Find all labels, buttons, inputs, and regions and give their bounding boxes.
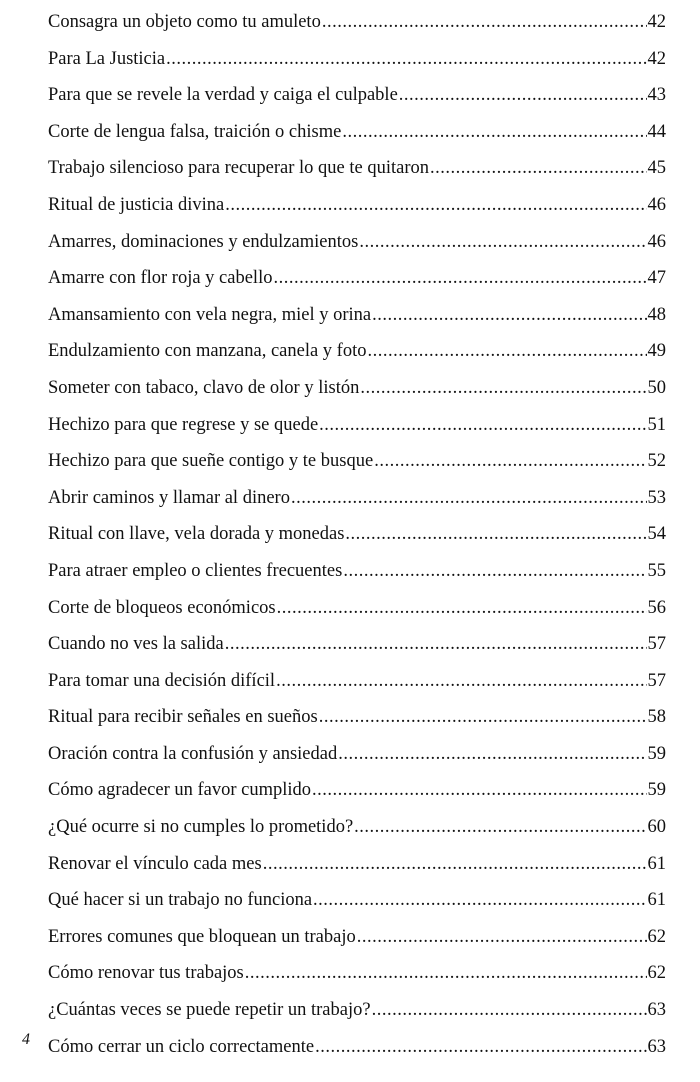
toc-dot-leader — [225, 626, 647, 663]
toc-entry-page: 53 — [647, 487, 666, 508]
toc-entry-page: 57 — [647, 670, 666, 691]
toc-entry-title: Oración contra la confusión y ansiedad — [48, 743, 338, 764]
toc-dot-leader — [277, 590, 647, 627]
toc-entry-title: Amarre con flor roja y cabello — [48, 268, 273, 289]
toc-entry[interactable] — [48, 955, 666, 992]
toc-entry-page: 42 — [647, 12, 666, 32]
toc-entry-page: 63 — [647, 1036, 666, 1057]
toc-dot-leader — [245, 955, 647, 992]
toc-entry[interactable] — [48, 992, 666, 1029]
toc-dot-leader — [343, 553, 646, 590]
toc-entry-page: 58 — [647, 707, 666, 728]
toc-entry-title: Errores comunes que bloquean un trabajo — [48, 926, 356, 947]
toc-entry-title: Corte de lengua falsa, traición o chisme — [48, 121, 342, 142]
toc-dot-leader — [322, 4, 647, 41]
toc-dot-leader — [342, 114, 646, 151]
toc-entry-title: ¿Qué ocurre si no cumples lo prometido? — [48, 817, 354, 838]
toc-dot-leader — [372, 297, 646, 334]
toc-entry-title: Hechizo para que sueñe contigo y te busque — [48, 451, 374, 472]
toc-entry-title: Para que se revele la verdad y caiga el culpable — [48, 85, 398, 106]
toc-entry-page: 59 — [647, 743, 666, 764]
toc-entry-title: Qué hacer si un trabajo no funciona — [48, 890, 313, 911]
toc-entry-page: 61 — [647, 853, 666, 874]
toc-entry-page: 52 — [647, 451, 666, 472]
toc-entry-page: 62 — [647, 926, 666, 947]
toc-entry[interactable] — [48, 150, 666, 187]
toc-entry-page: 49 — [647, 341, 666, 362]
toc-entry-title: Someter con tabaco, clavo de olor y listón — [48, 377, 360, 398]
table-of-contents — [48, 4, 666, 1065]
toc-entry-title: Abrir caminos y llamar al dinero — [48, 487, 290, 508]
toc-entry[interactable] — [48, 626, 666, 663]
toc-entry[interactable] — [48, 736, 666, 773]
toc-entry-page: 62 — [647, 963, 666, 984]
toc-entry-title: Para atraer empleo o clientes frecuentes — [48, 560, 343, 581]
toc-entry[interactable] — [48, 699, 666, 736]
toc-entry-page: 57 — [647, 634, 666, 655]
toc-dot-leader — [359, 224, 646, 261]
toc-entry-title: Ritual con llave, vela dorada y monedas — [48, 524, 345, 545]
toc-dot-leader — [360, 370, 646, 407]
toc-entry[interactable] — [48, 846, 666, 883]
toc-entry[interactable] — [48, 443, 666, 480]
toc-entry[interactable] — [48, 224, 666, 261]
toc-dot-leader — [319, 699, 647, 736]
toc-dot-leader — [345, 516, 646, 553]
toc-entry[interactable] — [48, 4, 666, 41]
toc-entry[interactable] — [48, 260, 666, 297]
toc-entry-title: Renovar el vínculo cada mes — [48, 853, 262, 874]
toc-entry-title: Amansamiento con vela negra, miel y orina — [48, 304, 372, 325]
toc-dot-leader — [372, 992, 647, 1029]
toc-entry-page: 45 — [647, 158, 666, 179]
toc-entry-page: 42 — [647, 48, 666, 69]
toc-entry[interactable] — [48, 114, 666, 151]
page-number: 4 — [22, 1031, 30, 1048]
toc-entry-page: 51 — [647, 414, 666, 435]
toc-entry[interactable] — [48, 480, 666, 517]
toc-entry-title: Cómo agradecer un favor cumplido — [48, 780, 312, 801]
toc-entry[interactable] — [48, 77, 666, 114]
toc-entry[interactable] — [48, 370, 666, 407]
toc-entry-page: 43 — [647, 85, 666, 106]
toc-entry[interactable] — [48, 772, 666, 809]
toc-dot-leader — [312, 772, 646, 809]
toc-entry-title: Ritual de justicia divina — [48, 194, 225, 215]
toc-entry[interactable] — [48, 407, 666, 444]
toc-dot-leader — [276, 663, 646, 700]
toc-entry[interactable] — [48, 516, 666, 553]
toc-entry-page: 48 — [647, 304, 666, 325]
toc-entry-title: Ritual para recibir señales en sueños — [48, 707, 318, 728]
toc-entry-title: Hechizo para que regrese y se quede — [48, 414, 319, 435]
toc-dot-leader — [315, 1029, 646, 1066]
toc-dot-leader — [166, 41, 646, 78]
toc-entry[interactable] — [48, 809, 666, 846]
toc-entry-page: 50 — [647, 377, 666, 398]
toc-entry-page: 44 — [647, 121, 666, 142]
toc-entry-title: Cómo renovar tus trabajos — [48, 963, 244, 984]
toc-entry-page: 60 — [647, 817, 666, 838]
toc-dot-leader — [263, 846, 647, 883]
toc-entry-title: ¿Cuántas veces se puede repetir un trabajo? — [48, 1000, 371, 1021]
toc-entry[interactable] — [48, 882, 666, 919]
toc-dot-leader — [430, 150, 646, 187]
toc-entry[interactable] — [48, 297, 666, 334]
toc-entry-page: 55 — [647, 560, 666, 581]
toc-entry-title: Cómo cerrar un ciclo correctamente — [48, 1036, 315, 1057]
toc-dot-leader — [357, 919, 647, 956]
toc-entry-page: 46 — [647, 231, 666, 252]
toc-entry[interactable] — [48, 1029, 666, 1066]
toc-entry-page: 56 — [647, 597, 666, 618]
toc-dot-leader — [354, 809, 646, 846]
toc-entry[interactable] — [48, 187, 666, 224]
toc-entry[interactable] — [48, 41, 666, 78]
toc-dot-leader — [374, 443, 646, 480]
toc-entry-title: Corte de bloqueos económicos — [48, 597, 276, 618]
toc-entry[interactable] — [48, 333, 666, 370]
toc-dot-leader — [225, 187, 646, 224]
toc-entry-title: Para La Justicia — [48, 48, 166, 69]
toc-dot-leader — [319, 407, 646, 444]
toc-entry-page: 61 — [647, 890, 666, 911]
toc-entry-title: Para tomar una decisión difícil — [48, 670, 276, 691]
toc-dot-leader — [273, 260, 646, 297]
toc-entry-page: 59 — [647, 780, 666, 801]
toc-entry[interactable] — [48, 919, 666, 956]
toc-dot-leader — [399, 77, 647, 114]
toc-entry-title: Endulzamiento con manzana, canela y foto — [48, 341, 367, 362]
toc-entry[interactable] — [48, 663, 666, 700]
toc-entry-page: 47 — [647, 268, 666, 289]
toc-dot-leader — [338, 736, 646, 773]
toc-dot-leader — [367, 333, 646, 370]
toc-entry-page: 54 — [647, 524, 666, 545]
toc-entry-title: Amarres, dominaciones y endulzamientos — [48, 231, 359, 252]
toc-entry-page: 63 — [647, 1000, 666, 1021]
toc-entry[interactable] — [48, 553, 666, 590]
toc-entry[interactable] — [48, 590, 666, 627]
toc-dot-leader — [291, 480, 647, 517]
toc-entry-title: Consagra un objeto como tu amuleto — [48, 12, 321, 32]
toc-dot-leader — [313, 882, 646, 919]
toc-entry-title: Cuando no ves la salida — [48, 634, 224, 655]
toc-entry-page: 46 — [647, 194, 666, 215]
toc-entry-title: Trabajo silencioso para recuperar lo que te quitaron — [48, 158, 430, 179]
